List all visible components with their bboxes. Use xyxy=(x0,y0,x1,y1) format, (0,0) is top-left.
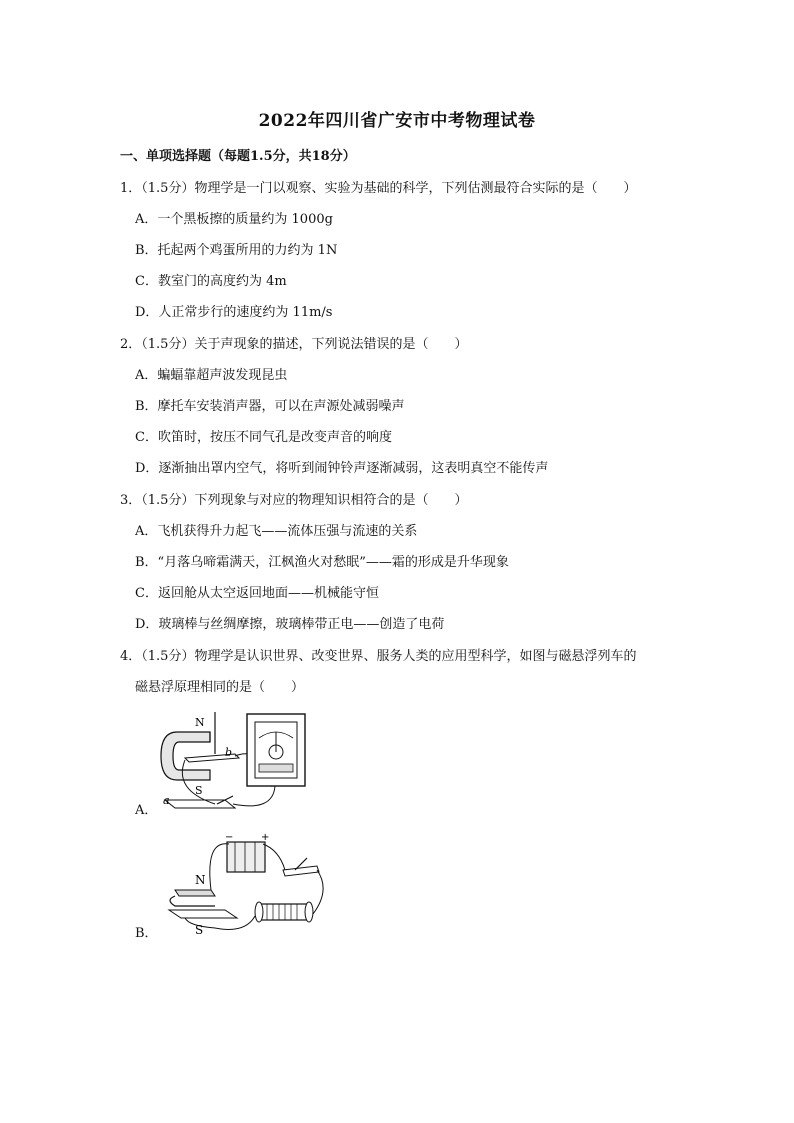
pole-s-label: S xyxy=(195,923,204,936)
figure-a-svg xyxy=(155,708,315,814)
question-2-option-a: A．蝙蝠靠超声波发现昆虫 xyxy=(135,368,288,383)
question-3-option-c: C．返回舱从太空返回地面——机械能守恒 xyxy=(135,586,379,601)
point-b-label: b xyxy=(225,746,233,759)
wire-return xyxy=(233,786,275,806)
horseshoe-magnet xyxy=(161,732,210,780)
wire-switch-solenoid xyxy=(313,870,323,914)
question-3-option-a: A．飞机获得升力起飞——流体压强与流速的关系 xyxy=(135,524,418,539)
question-4-stem-line-1: 4．（1.5分）物理学是认识世界、改变世界、服务人类的应用型科学，如图与磁悬浮列车的 xyxy=(120,649,637,664)
question-3-stem: 3．（1.5分）下列现象与对应的物理知识相符合的是（ ） xyxy=(120,493,468,508)
battery-plus-label: + xyxy=(261,832,270,843)
switch-base xyxy=(283,866,319,876)
pole-s-label: S xyxy=(195,784,203,797)
question-1-option-b: B．托起两个鸡蛋所用的力约为 1N xyxy=(135,243,338,258)
question-1-option-a: A．一个黑板擦的质量约为 1000g xyxy=(135,212,333,227)
solenoid-right-cap xyxy=(305,902,313,922)
magnet-base xyxy=(169,910,237,918)
pole-n-label: N xyxy=(195,716,205,729)
battery-minus-label: − xyxy=(225,832,234,843)
question-3-option-b: B．“月落乌啼霜满天，江枫渔火对愁眠”——霜的形成是升华现象 xyxy=(135,555,509,570)
wire-battery-magnet xyxy=(210,844,229,890)
question-1-option-d: D．人正常步行的速度约为 11m/s xyxy=(135,305,333,320)
page-title: 2022年四川省广安市中考物理试卷 xyxy=(258,111,536,131)
question-2-option-d: D．逐渐抽出罩内空气，将听到闹钟铃声逐渐减弱，这表明真空不能传声 xyxy=(135,461,549,476)
magnet-top xyxy=(175,890,215,896)
pole-n-label: N xyxy=(195,873,206,887)
galvanometer-terminals xyxy=(259,764,293,772)
switch-base xyxy=(165,800,235,808)
solenoid-coil xyxy=(261,904,307,920)
question-2-option-b: B．摩托车安装消声器，可以在声源处减弱噪声 xyxy=(135,399,405,414)
section-heading: 一、单项选择题（每题1.5分，共18分） xyxy=(120,149,356,164)
question-2-option-c: C．吹笛时，按压不同气孔是改变声音的响度 xyxy=(135,430,392,445)
figure-b-circuit-diagram xyxy=(155,830,335,936)
figure-b-label: B． xyxy=(135,926,158,941)
question-1-stem: 1．（1.5分）物理学是一门以观察、实验为基础的科学，下列估测最符合实际的是（ ） xyxy=(120,181,637,196)
question-1-option-c: C．教室门的高度约为 4m xyxy=(135,274,287,289)
magnet-body xyxy=(170,896,215,906)
question-2-stem: 2．（1.5分）关于声现象的描述，下列说法错误的是（ ） xyxy=(120,337,468,352)
figure-b-svg xyxy=(155,830,335,936)
figure-a-galvanometer-diagram xyxy=(155,708,315,814)
question-3-option-d: D．玻璃棒与丝绸摩擦，玻璃棒带正电——创造了电荷 xyxy=(135,617,445,632)
battery-pack xyxy=(227,842,265,872)
wire-a xyxy=(182,760,215,804)
figure-a-label: A． xyxy=(135,803,158,818)
question-4-stem-line-2: 磁悬浮原理相同的是（ ） xyxy=(135,680,305,695)
wire-battery-switch xyxy=(263,844,285,870)
solenoid-left-cap xyxy=(255,902,263,922)
point-a-label: a xyxy=(163,794,170,807)
